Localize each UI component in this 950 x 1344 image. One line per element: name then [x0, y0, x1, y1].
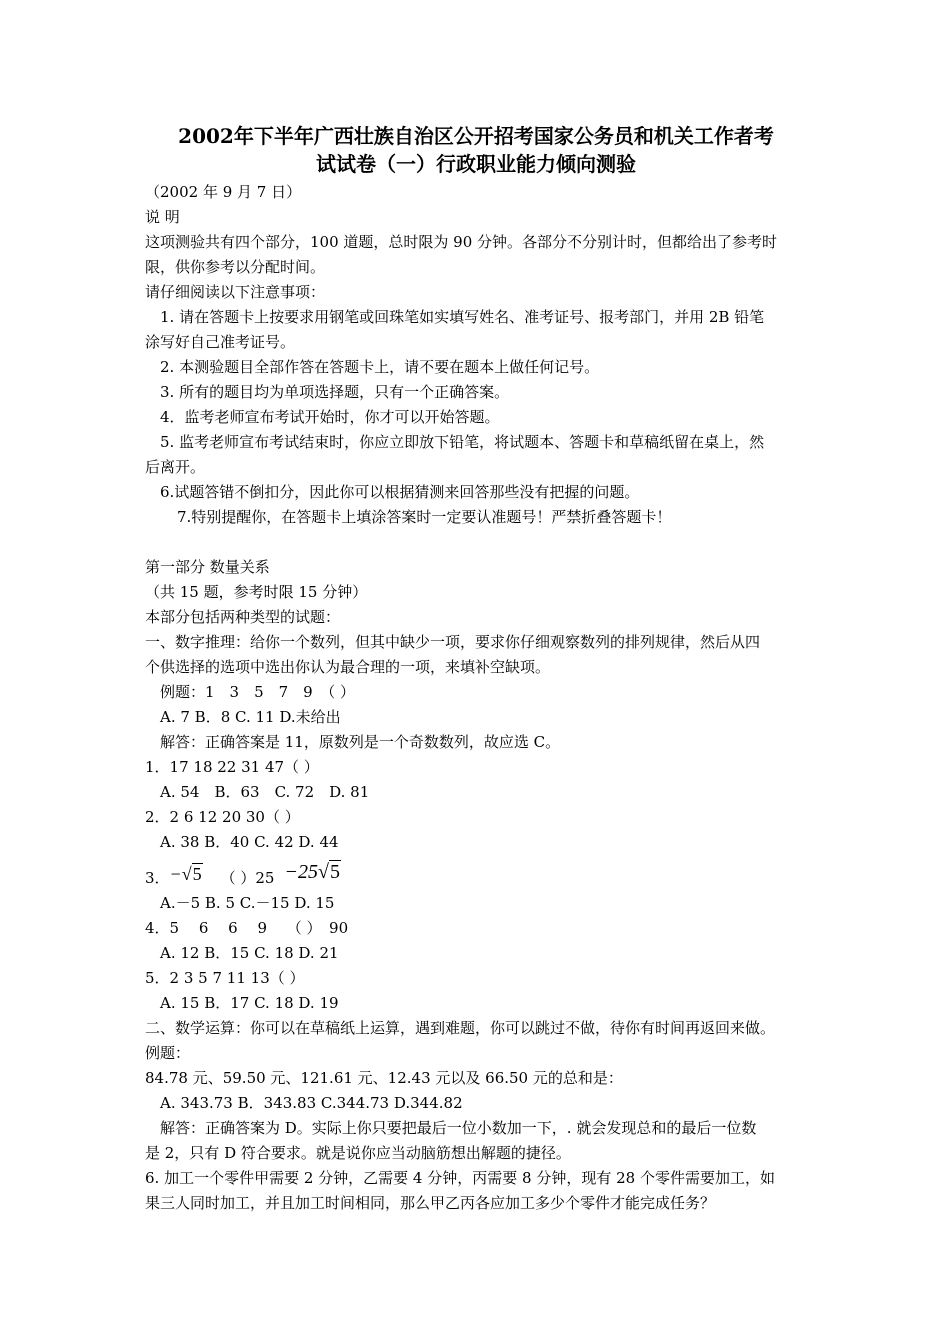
example1-question: 例题：1 3 5 7 9 （ ）	[160, 683, 355, 701]
question-3-term2-radicand: 5	[329, 861, 340, 883]
section2-description: 二、数学运算：你可以在草稿纸上运算，遇到难题，你可以跳过不做，待你有时间再返回来做。	[145, 1019, 776, 1037]
notice-item-4: 4．监考老师宣布考试开始时，你才可以开始答题。	[160, 408, 500, 426]
notice-item-1-cont: 涂写好自己准考证号。	[145, 333, 296, 351]
sqrt-symbol-icon: √	[181, 864, 192, 884]
notice-item-1: 1. 请在答题卡上按要求用钢笔或回珠笔如实填写姓名、准考证号、报考部门，并用 2B 铅笔	[160, 308, 765, 326]
title-line-2: 试试卷（一）行政职业能力倾向测验	[316, 152, 636, 176]
exam-date: （2002 年 9 月 7 日）	[145, 183, 302, 201]
part1-description: 本部分包括两种类型的试题：	[145, 608, 341, 626]
question-5-options: A. 15 B．17 C. 18 D. 19	[160, 994, 339, 1012]
document-content	[145, 122, 807, 1216]
question-3-term-neg-sqrt5	[170, 862, 203, 887]
section2-example-label: 例题：	[145, 1044, 191, 1062]
example2-answer-line-2: 是 2，只有 D 符合要求。就是说你应当动脑筋想出解题的捷径。	[145, 1144, 571, 1162]
section1-description-line-1: 一、数字推理：给你一个数列，但其中缺少一项，要求你仔细观察数列的排列规律，然后从四	[145, 633, 761, 651]
notice-item-3: 3. 所有的题目均为单项选择题，只有一个正确答案。	[160, 383, 510, 401]
question-3-term-neg-25sqrt5	[284, 860, 340, 885]
question-3-options: A.－5 B. 5 C.－15 D. 15	[160, 894, 335, 912]
question-1-options: A. 54 B．63 C. 72 D. 81	[160, 783, 370, 801]
question-6-line-2: 果三人同时加工，并且加工时间相同，那么甲乙丙各应加工多少个零件才能完成任务？	[145, 1194, 716, 1212]
question-3-term1-prefix: −	[169, 864, 182, 884]
question-2: 2．2 6 12 20 30（ ）	[145, 808, 300, 826]
intro-heading: 说 明	[145, 208, 180, 226]
question-3-term2-prefix: −25	[284, 861, 318, 883]
notice-item-7: 7.特别提醒你，在答题卡上填涂答案时一定要认准题号！严禁折叠答题卡！	[177, 508, 672, 526]
question-4: 4．5 6 6 9 （ ） 90	[145, 919, 349, 937]
part1-time: （共 15 题，参考时限 15 分钟）	[145, 583, 368, 601]
question-1: 1．17 18 22 31 47（ ）	[145, 758, 319, 776]
intro-text-line-1: 这项测验共有四个部分，100 道题，总时限为 90 分钟。各部分不分别计时，但都给出了参考时	[145, 233, 778, 251]
question-3-term1-radicand: 5	[192, 864, 202, 884]
question-3-number: 3．	[145, 869, 170, 887]
section1-description-line-2: 个供选择的选项中选出你认为最合理的一项，来填补空缺项。	[145, 658, 551, 676]
question-6-line-1: 6. 加工一个零件甲需要 2 分钟，乙需要 4 分钟，丙需要 8 分钟，现有 28 个零件需要加工，如	[145, 1169, 775, 1187]
document-title	[145, 122, 807, 178]
title-line-1: 2002年下半年广西壮族自治区公开招考国家公务员和机关工作者考	[178, 124, 774, 148]
notice-item-2: 2. 本测验题目全部作答在答题卡上，请不要在题本上做任何记号。	[160, 358, 600, 376]
question-3	[145, 855, 807, 891]
notice-item-6: 6.试题答错不倒扣分，因此你可以根据猜测来回答那些没有把握的问题。	[160, 483, 640, 501]
example2-answer-line-1: 解答：正确答案为 D。实际上你只要把最后一位小数加一下，. 就会发现总和的最后一位数	[160, 1119, 757, 1137]
question-2-options: A. 38 B．40 C. 42 D. 44	[160, 833, 339, 851]
example2-options: A. 343.73 B．343.83 C.344.73 D.344.82	[160, 1094, 463, 1112]
part1-heading: 第一部分 数量关系	[145, 558, 270, 576]
example1-options: A. 7 B．8 C. 11 D.未给出	[160, 708, 341, 726]
question-5: 5．2 3 5 7 11 13（ ）	[145, 969, 305, 987]
question-3-middle: （ ）25	[220, 869, 275, 887]
question-4-options: A. 12 B．15 C. 18 D. 21	[160, 944, 339, 962]
spacer	[145, 530, 807, 555]
sqrt-symbol-icon: √	[317, 861, 329, 883]
intro-text-line-2: 限，供你参考以分配时间。	[145, 258, 326, 276]
notice-item-5: 5. 监考老师宣布考试结束时，你应立即放下铅笔，将试题本、答题卡和草稿纸留在桌上，然	[160, 433, 765, 451]
example2-question: 84.78 元、59.50 元、121.61 元、12.43 元以及 66.50 元的总和是：	[145, 1069, 623, 1087]
notice-heading: 请仔细阅读以下注意事项：	[145, 283, 326, 301]
notice-item-5-cont: 后离开。	[145, 458, 206, 476]
example1-answer: 解答：正确答案是 11，原数列是一个奇数数列，故应选 C。	[160, 733, 561, 751]
